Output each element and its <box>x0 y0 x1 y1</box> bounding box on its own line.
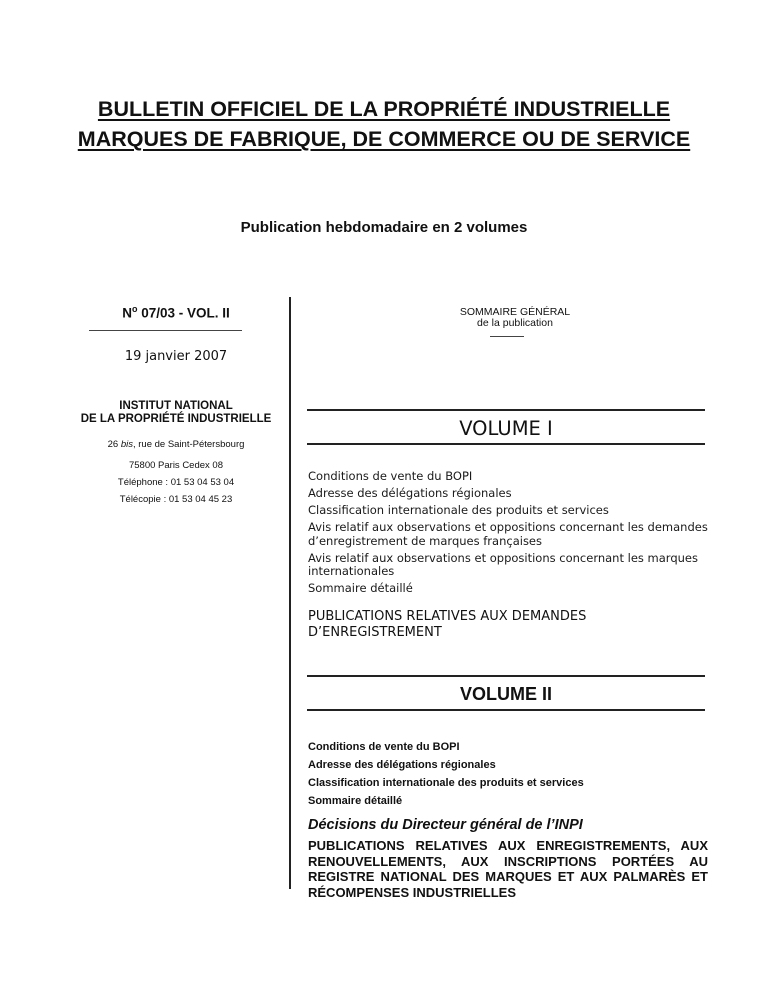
bulletin-title-line1: BULLETIN OFFICIEL DE LA PROPRIÉTÉ INDUSTRIELLE <box>97 97 671 121</box>
volume2-bottom-rule <box>307 709 705 711</box>
volume2-top-rule <box>307 675 705 677</box>
volume2-item: Sommaire détaillé <box>308 795 403 807</box>
issue-number: $N^o$ 07/03 - VOL. II <box>122 304 230 321</box>
volume1-item: Adresse des délégations régionales <box>308 486 512 500</box>
volume2-item: Adresse des délégations régionales <box>308 759 496 771</box>
volume2-item: Classification internationale des produits et services <box>308 777 584 789</box>
volume1-item: Avis relatif aux observations et oppositions concernant les marques internationales <box>308 550 698 578</box>
volume1-bottom-rule <box>307 443 705 445</box>
column-divider <box>289 297 291 889</box>
volume2-publications: PUBLICATIONS RELATIVES AUX ENREGISTREMENTS, AUX RENOUVELLEMENTS, AUX INSCRIPTIONS PORTÉES AU REGISTRE NATIONAL DES MARQUES ET AUX PALMARÈS ET RÉCOMPENSES INDUSTRIELLES <box>308 838 708 900</box>
volume1-item: Avis relatif aux observations et oppositions concernant les demandes d’enregistrement de marques françaises <box>308 520 708 548</box>
volume1-heading: VOLUME I <box>459 417 553 440</box>
institute-city: 75800 Paris Cedex 08 <box>128 460 223 471</box>
publication-subtitle: Publication hebdomadaire en 2 volumes <box>240 219 528 236</box>
volume1-publications: PUBLICATIONS RELATIVES AUX DEMANDES D’ENREGISTREMENT <box>308 609 587 640</box>
volume2-decisions: Décisions du Directeur général de l’INPI <box>308 817 583 833</box>
sommaire-divider <box>490 336 524 337</box>
issue-divider <box>89 330 242 331</box>
volume1-item: Classification internationale des produits et services <box>308 503 609 517</box>
institute-fax: Télécopie : 01 53 04 45 23 <box>119 494 233 505</box>
institute-address: 26 bis, rue de Saint-Pétersbourg <box>107 439 245 450</box>
bulletin-title-line2: MARQUES DE FABRIQUE, DE COMMERCE OU DE SERVICE <box>77 127 691 151</box>
volume1-top-rule <box>307 409 705 411</box>
volume2-contents <box>308 741 708 813</box>
issue-date: 19 janvier 2007 <box>124 349 228 364</box>
volume1-item: Conditions de vente du BOPI <box>308 469 473 483</box>
institute-phone: Téléphone : 01 53 04 53 04 <box>117 477 235 488</box>
volume2-item: Conditions de vente du BOPI <box>308 741 460 753</box>
volume1-contents <box>308 470 708 599</box>
volume1-item: Sommaire détaillé <box>308 581 413 595</box>
volume2-heading: VOLUME II <box>459 684 552 704</box>
institute-name: INSTITUT NATIONAL DE LA PROPRIÉTÉ INDUSTRIELLE <box>80 400 272 425</box>
sommaire-heading: SOMMAIRE GÉNÉRAL de la publication <box>459 306 571 329</box>
